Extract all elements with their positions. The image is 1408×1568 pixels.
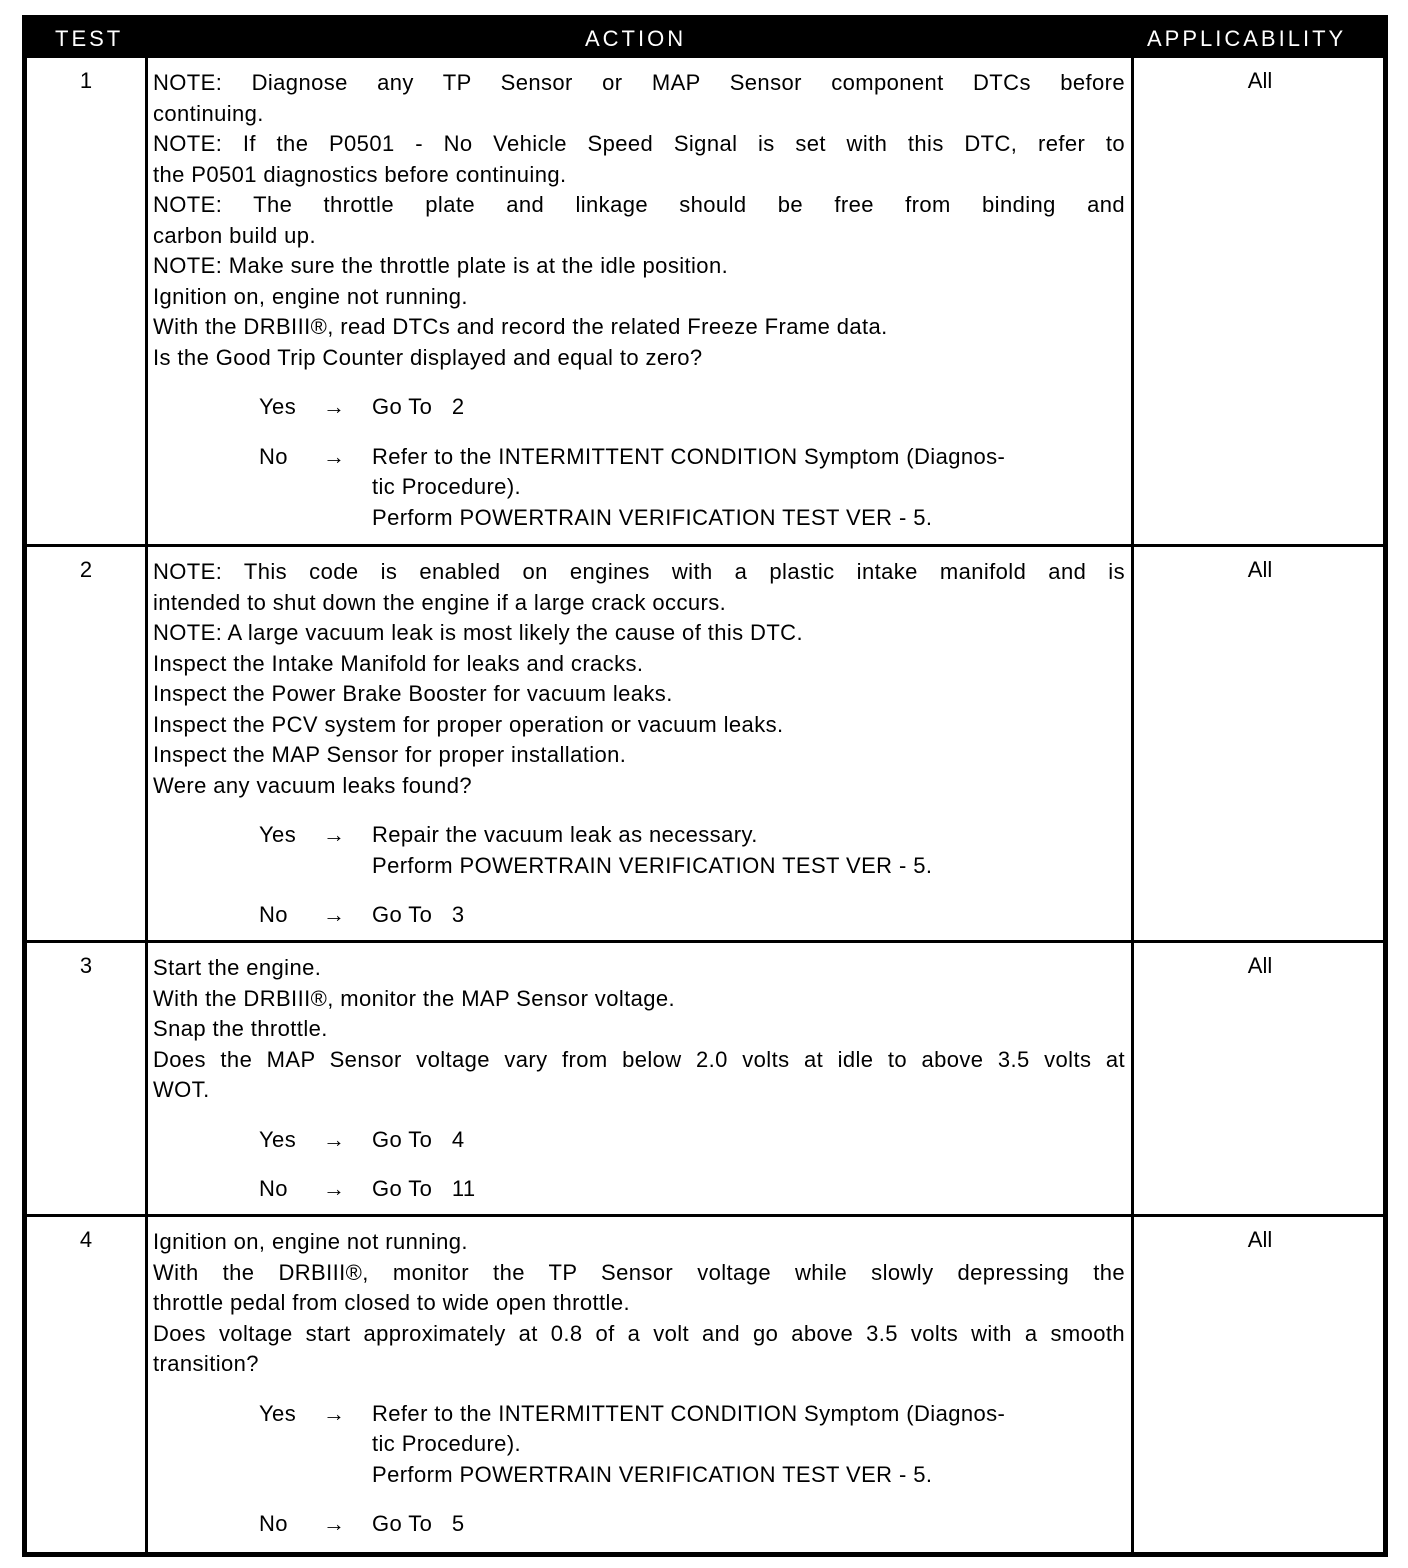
action-line: NOTE: Diagnose any TP Sensor or MAP Sensor component DTCs before [153, 70, 1125, 95]
action-line: transition? [153, 1351, 259, 1376]
action-line: Ignition on, engine not running. [153, 283, 468, 309]
arrow-icon: → [323, 394, 346, 419]
result-line: Refer to the INTERMITTENT CONDITION Symptom (Diagnos- [372, 1400, 1006, 1426]
yes-result [153, 1399, 1125, 1491]
result-line: Perform POWERTRAIN VERIFICATION TEST VER - 5. [372, 1461, 933, 1487]
action-line: Does voltage start approximately at 0.8 of a volt and go above 3.5 volts with a smooth [153, 1320, 1125, 1346]
arrow-icon: → [323, 902, 346, 927]
action-line: Snap the throttle. [153, 1016, 328, 1041]
result-line: Go To 2 [372, 394, 465, 419]
action-line: Ignition on, engine not running. [153, 1229, 468, 1254]
result-line: Go To 5 [372, 1511, 465, 1536]
no-label: No [259, 902, 288, 927]
no-result [153, 1174, 1125, 1205]
result-line: Repair the vacuum leak as necessary. [372, 822, 758, 847]
action-line: Start the engine. [153, 955, 322, 980]
arrow-icon: → [323, 1126, 346, 1152]
action-line: throttle pedal from closed to wide open throttle. [153, 1290, 630, 1315]
test-number: 2 [79, 557, 93, 582]
action-line: Inspect the MAP Sensor for proper installation. [153, 742, 627, 767]
action-line: carbon build up. [153, 222, 316, 248]
arrow-icon: → [323, 822, 346, 847]
test-number: 3 [79, 953, 93, 978]
action-cell [153, 953, 1125, 1205]
no-result [153, 1509, 1125, 1540]
action-line: intended to shut down the engine if a large crack occurs. [153, 589, 727, 615]
result-line: Perform POWERTRAIN VERIFICATION TEST VER - 5. [372, 852, 933, 878]
action-line: the P0501 diagnostics before continuing. [153, 161, 567, 187]
header-applicability: APPLICABILITY [1147, 26, 1347, 51]
action-line: Inspect the Intake Manifold for leaks and cracks. [153, 650, 644, 676]
applicability-cell: All [1247, 557, 1273, 582]
arrow-icon: → [323, 1511, 346, 1536]
yes-result [153, 820, 1125, 881]
header-action: ACTION [585, 26, 687, 51]
action-line: NOTE: If the P0501 - No Vehicle Speed Signal is set with this DTC, refer to [153, 131, 1125, 156]
action-cell [153, 68, 1125, 533]
arrow-icon: → [323, 1176, 346, 1201]
applicability-cell: All [1247, 68, 1273, 93]
action-line: NOTE: The throttle plate and linkage should be free from binding and [153, 192, 1125, 217]
yes-label: Yes [259, 1400, 297, 1426]
arrow-icon: → [323, 1400, 346, 1426]
diagnostic-table [22, 15, 1388, 1557]
arrow-icon: → [323, 443, 346, 469]
result-line: tic Procedure). [372, 474, 522, 499]
action-line: With the DRBIII®, monitor the TP Sensor voltage while slowly depressing the [153, 1259, 1125, 1285]
action-line: Is the Good Trip Counter displayed and equal to zero? [153, 344, 703, 370]
result-line: Refer to the INTERMITTENT CONDITION Symptom (Diagnos- [372, 443, 1006, 469]
action-line: WOT. [153, 1077, 210, 1102]
table-header [27, 20, 1383, 58]
applicability-cell: All [1247, 1227, 1273, 1252]
result-line: Go To 4 [372, 1126, 465, 1152]
result-line: tic Procedure). [372, 1431, 522, 1456]
yes-label: Yes [259, 394, 297, 419]
action-line: NOTE: This code is enabled on engines with a plastic intake manifold and is [153, 559, 1125, 584]
no-result [153, 442, 1125, 534]
action-line: Were any vacuum leaks found? [153, 772, 472, 798]
action-line: Inspect the Power Brake Booster for vacuum leaks. [153, 681, 673, 706]
table-row [27, 1217, 1383, 1552]
yes-label: Yes [259, 1126, 297, 1152]
action-line: Does the MAP Sensor voltage vary from below 2.0 volts at idle to above 3.5 volts at [153, 1046, 1125, 1072]
action-line: With the DRBIII®, read DTCs and record the related Freeze Frame data. [153, 314, 888, 339]
action-line: Inspect the PCV system for proper operation or vacuum leaks. [153, 711, 784, 737]
table-row [27, 943, 1383, 1214]
applicability-cell: All [1247, 953, 1273, 978]
no-label: No [259, 443, 288, 469]
result-line: Go To 11 [372, 1176, 476, 1201]
action-line: NOTE: Make sure the throttle plate is at the idle position. [153, 253, 729, 278]
action-line: NOTE: A large vacuum leak is most likely the cause of this DTC. [153, 620, 803, 645]
no-label: No [259, 1176, 288, 1201]
no-label: No [259, 1511, 288, 1536]
yes-result [153, 392, 1125, 423]
action-cell [153, 1227, 1125, 1540]
action-line: With the DRBIII®, monitor the MAP Sensor voltage. [153, 985, 676, 1011]
test-number: 1 [79, 68, 93, 93]
result-line: Go To 3 [372, 902, 465, 927]
yes-result [153, 1125, 1125, 1156]
table-row [27, 547, 1383, 940]
test-number: 4 [79, 1227, 93, 1252]
yes-label: Yes [259, 822, 297, 847]
table-row [27, 58, 1383, 544]
action-line: continuing. [153, 100, 264, 126]
result-line: Perform POWERTRAIN VERIFICATION TEST VER - 5. [372, 504, 933, 530]
no-result [153, 900, 1125, 931]
header-test: TEST [55, 26, 124, 51]
action-cell [153, 557, 1125, 931]
